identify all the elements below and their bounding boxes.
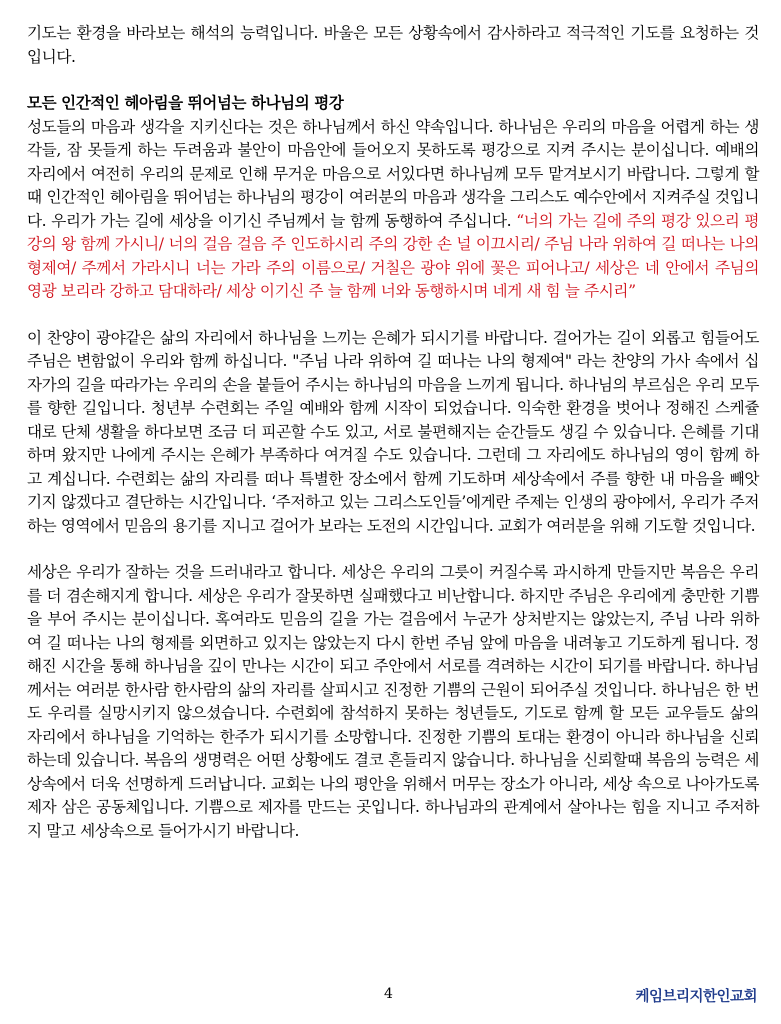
hymn-lyrics-quote: “너의 가는 길에 주의 평강 있으리 평강의 왕 함께 가시니/ 너의 걸음 걸음 주 인도하시리 주의 강한 손 널 이끄시리/ 주님 나라 위하여 길 떠나는 나의 형제여/ 주께서 가라시니 너는 가라 주의 이름으로/ 거칠은 광야 위에 꽃은 피어나고/ 세상은 네 안에서 주님의 영광 보리라 강하고 담대하라/ 세상 이기신 주 늘 함께 너와 동행하시며 네게 새 힘 늘 주시리” (27, 211, 760, 300)
paragraph-retreat: 이 찬양이 광야같은 삶의 자리에서 하나님을 느끼는 은혜가 되시기를 바랍니다. 걸어가는 길이 외롭고 힘들어도 주님은 변함없이 우리와 함께 하십니다. "주님 나라 위하여 길 떠나는 나의 형제여" 라는 찬양의 가사 속에서 십자가의 길을 따라가는 우리의 손을 붙들어 주시는 하나님의 마음을 느끼게 됩니다. 하나님의 부르심은 우리 모두를 향한 길입니다. 청년부 수련회는 주일 예배와 함께 시작이 되었습니다. 익숙한 환경을 벗어나 정해진 스케쥴 대로 단체 생활을 하다보면 조금 더 피곤할 수도 있고, 서로 불편해지는 순간들도 생길 수 있습니다. 은혜를 기대하며 왔지만 나에게 주시는 은혜가 부족하다 여겨질 수도 있습니다. 그런데 그 자리에도 하나님의 영이 함께 하고 계십니다. 수련회는 삶의 자리를 떠나 특별한 장소에서 함께 기도하며 세상속에서 주를 향한 내 마음을 빼앗기지 않겠다고 결단하는 시간입니다. ‘주저하고 있는 그리스도인들’에게란 주제는 인생의 광야에서, 우리가 주저하는 영역에서 믿음의 용기를 지니고 걸어가 보라는 도전의 시간입니다. 교회가 여러분을 위해 기도할 것입니다. (27, 328, 759, 535)
paragraph-peace (27, 116, 759, 304)
document-body (27, 22, 759, 843)
paragraph-gospel: 세상은 우리가 잘하는 것을 드러내라고 합니다. 세상은 우리의 그릇이 커질수록 과시하게 만들지만 복음은 우리를 더 겸손해지게 합니다. 세상은 우리가 잘못하면 실패했다고 비난합니다. 하지만 주님은 우리에게 충만한 기쁨을 부어 주시는 분이십니다. 혹여라도 믿음의 길을 가는 걸음에서 누군가 상처받지는 않았는지, 주님 나라 위하여 길 떠나는 나의 형제를 외면하고 있지는 않았는지 다시 한번 주님 앞에 마음을 내려놓고 기도하게 됩니다. 정해진 시간을 통해 하나님을 깊이 만나는 시간이 되고 주안에서 서로를 격려하는 시간이 되기를 바랍니다. 하나님께서는 여러분 한사람 한사람의 삶의 자리를 살피시고 진정한 기쁨의 근원이 되어주실 것입니다. 하나님은 한 번도 우리를 실망시키지 않으셨습니다. 수련회에 참석하지 못하는 청년들도, 기도로 함께 할 모든 교우들도 삶의 자리에서 하나님을 기억하는 한주가 되시기를 소망합니다. 진정한 기쁨의 토대는 환경이 아니라 하나님을 신뢰하는데 있습니다. 복음의 생명력은 어떤 상황에도 결코 흔들리지 않습니다. 하나님을 신뢰할때 복음의 능력은 세상속에서 더욱 선명하게 드러납니다. 교회는 나의 평안을 위해서 머무는 장소가 아니라, 세상 속으로 나아가도록 제자 삼은 공동체입니다. 기쁨으로 제자를 만드는 곳입니다. 하나님과의 관계에서 살아나는 힘을 지니고 주저하지 말고 세상속으로 들어가시기 바랍니다. (27, 563, 759, 840)
section-heading: 모든 인간적인 헤아림을 뛰어넘는 하나님의 평강 (27, 94, 344, 112)
church-name: 케임브리지한인교회 (635, 989, 757, 1005)
intro-paragraph: 기도는 환경을 바라보는 해석의 능력입니다. 바울은 모든 상황속에서 감사하라고 적극적인 기도를 요청하는 것입니다. (27, 24, 759, 66)
page-number: 4 (384, 986, 393, 1002)
paragraph-peace-text: 성도들의 마음과 생각을 지키신다는 것은 하나님께서 하신 약속입니다. 하나님은 우리의 마음을 어렵게 하는 생각들, 잠 못들게 하는 두려움과 불안이 마음안에 들어오지 못하도록 평강으로 지켜 주시는 분이십니다. 예배의 자리에서 여전히 우리의 문제로 인해 무거운 마음으로 서있다면 하나님께 모두 맡겨보시기 바랍니다. 그렇게 할때 인간적인 헤아림을 뛰어넘는 하나님의 평강이 여러분의 마음과 생각을 그리스도 예수안에서 지켜주실 것입니다. 우리가 가는 길에 세상을 이기신 주님께서 늘 함께 동행하여 주십니다. (27, 117, 759, 230)
